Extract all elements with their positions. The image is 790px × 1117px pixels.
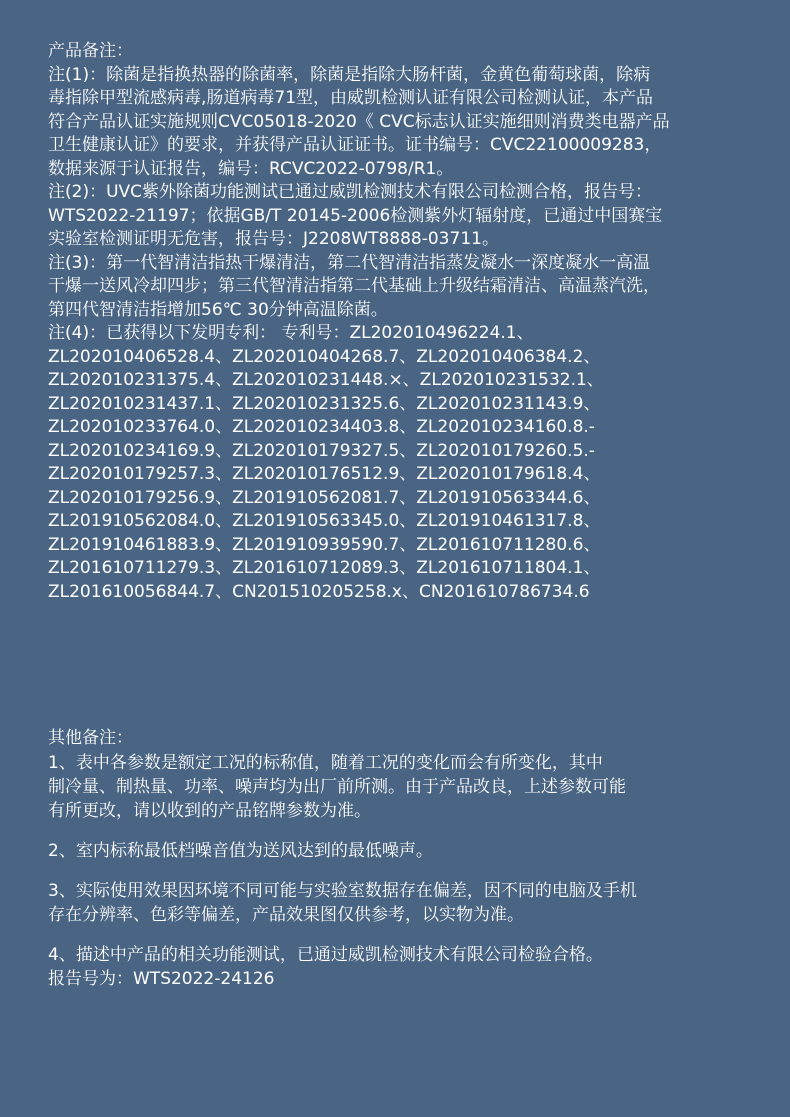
patent-line: ZL201610056844.7、CN201510205258.x、CN201610786734.6 xyxy=(48,581,590,602)
other-note-3-line-1: 3、实际使用效果因环境不同可能与实验室数据存在偏差，因不同的电脑及手机 xyxy=(48,880,637,901)
patent-line: ZL201910461883.9、ZL201910939590.7、ZL201610711280.6、 xyxy=(48,534,601,555)
other-note-4-line-1: 4、描述中产品的相关功能测试，已通过威凯检测技术有限公司检验合格。 xyxy=(48,944,603,965)
patent-line: ZL201610711279.3、ZL201610712089.3、ZL201610711804.1、 xyxy=(48,558,601,578)
product-notes-title: 产品备注： xyxy=(48,41,133,61)
note-3-line-1: 注(3)：第一代智清洁指热干爆清洁，第二代智清洁指蒸发凝水一深度凝水一高温 xyxy=(48,252,651,273)
note-1-line-2: 毒指除甲型流感病毒,肠道病毒71型，由威凯检测认证有限公司检测认证，本产品 xyxy=(48,88,654,108)
note-3-line-2: 干爆一送风冷却四步；第三代智清洁指第二代基础上升级结霜清洁、高温蒸汽洗， xyxy=(48,276,660,296)
patent-line: ZL202010179257.3、ZL202010176512.9、ZL202010179618.4、 xyxy=(48,464,601,484)
other-note-1-line-2: 制冷量、制热量、功率、噪声均为出厂前所测。由于产品改良，上述参数可能 xyxy=(48,776,626,797)
note-4-line-1: 注(4)：已获得以下发明专利： 专利号：ZL202010496224.1、 xyxy=(48,323,534,343)
note-1-line-5: 数据来源于认证报告，编号：RCVC2022-0798/R1。 xyxy=(48,158,454,179)
patent-line: ZL202010231437.1、ZL202010231325.6、ZL202010231143.9、 xyxy=(48,393,601,414)
other-note-1-line-1: 1、表中各参数是额定工况的标称值，随着工况的变化而会有所变化，其中 xyxy=(48,752,603,773)
patent-line: ZL202010233764.0、ZL202010234403.8、ZL202010234160.8.- xyxy=(48,417,595,437)
note-2-line-1: 注(2)：UVC紫外除菌功能测试已通过威凯检测技术有限公司检测合格，报告号： xyxy=(48,182,653,202)
other-note-2 xyxy=(48,839,758,863)
other-note-3 xyxy=(48,879,758,927)
patent-line: ZL202010234169.9、ZL202010179327.5、ZL202010179260.5.- xyxy=(48,440,595,461)
product-notes xyxy=(48,40,758,604)
other-note-1 xyxy=(48,751,758,823)
note-1-line-4: 卫生健康认证》的要求，并获得产品认证证书。证书编号：CVC22100009283， xyxy=(48,135,662,155)
other-note-4 xyxy=(48,943,758,991)
other-note-1-line-3: 有所更改，请以收到的产品铭牌参数为准。 xyxy=(48,800,371,821)
other-note-4-line-2: 报告号为：WTS2022-24126 xyxy=(48,968,275,989)
note-1-line-1: 注(1)：除菌是指换热器的除菌率，除菌是指除大肠杆菌，金黄色葡萄球菌，除病 xyxy=(48,64,651,85)
other-notes-title: 其他备注： xyxy=(48,728,133,748)
patent-line: ZL202010179256.9、ZL201910562081.7、ZL201910563344.6、 xyxy=(48,487,601,508)
note-2-line-3: 实验室检测证明无危害，报告号：J2208WT8888-03711。 xyxy=(48,229,499,249)
note-2-line-2: WTS2022-21197；依据GB/T 20145-2006检测紫外灯辐射度，已通过中国赛宝 xyxy=(48,205,663,226)
note-3-line-3: 第四代智清洁指增加56℃ 30分钟高温除菌。 xyxy=(48,299,388,320)
other-note-3-line-2: 存在分辨率、色彩等偏差，产品效果图仅供参考，以实物为准。 xyxy=(48,904,524,925)
patent-line: ZL202010231375.4、ZL202010231448.×、ZL202010231532.1、 xyxy=(48,370,604,390)
patent-line: ZL201910562084.0、ZL201910563345.0、ZL201910461317.8、 xyxy=(48,511,601,531)
other-notes xyxy=(48,727,758,1007)
note-1-line-3: 符合产品认证实施规则CVC05018-2020《 CVC标志认证实施细则消费类电器产品 xyxy=(48,111,670,132)
other-note-2-line-1: 2、室内标称最低档噪音值为送风达到的最低噪声。 xyxy=(48,840,433,861)
patent-line: ZL202010406528.4、ZL202010404268.7、ZL202010406384.2、 xyxy=(48,346,601,367)
